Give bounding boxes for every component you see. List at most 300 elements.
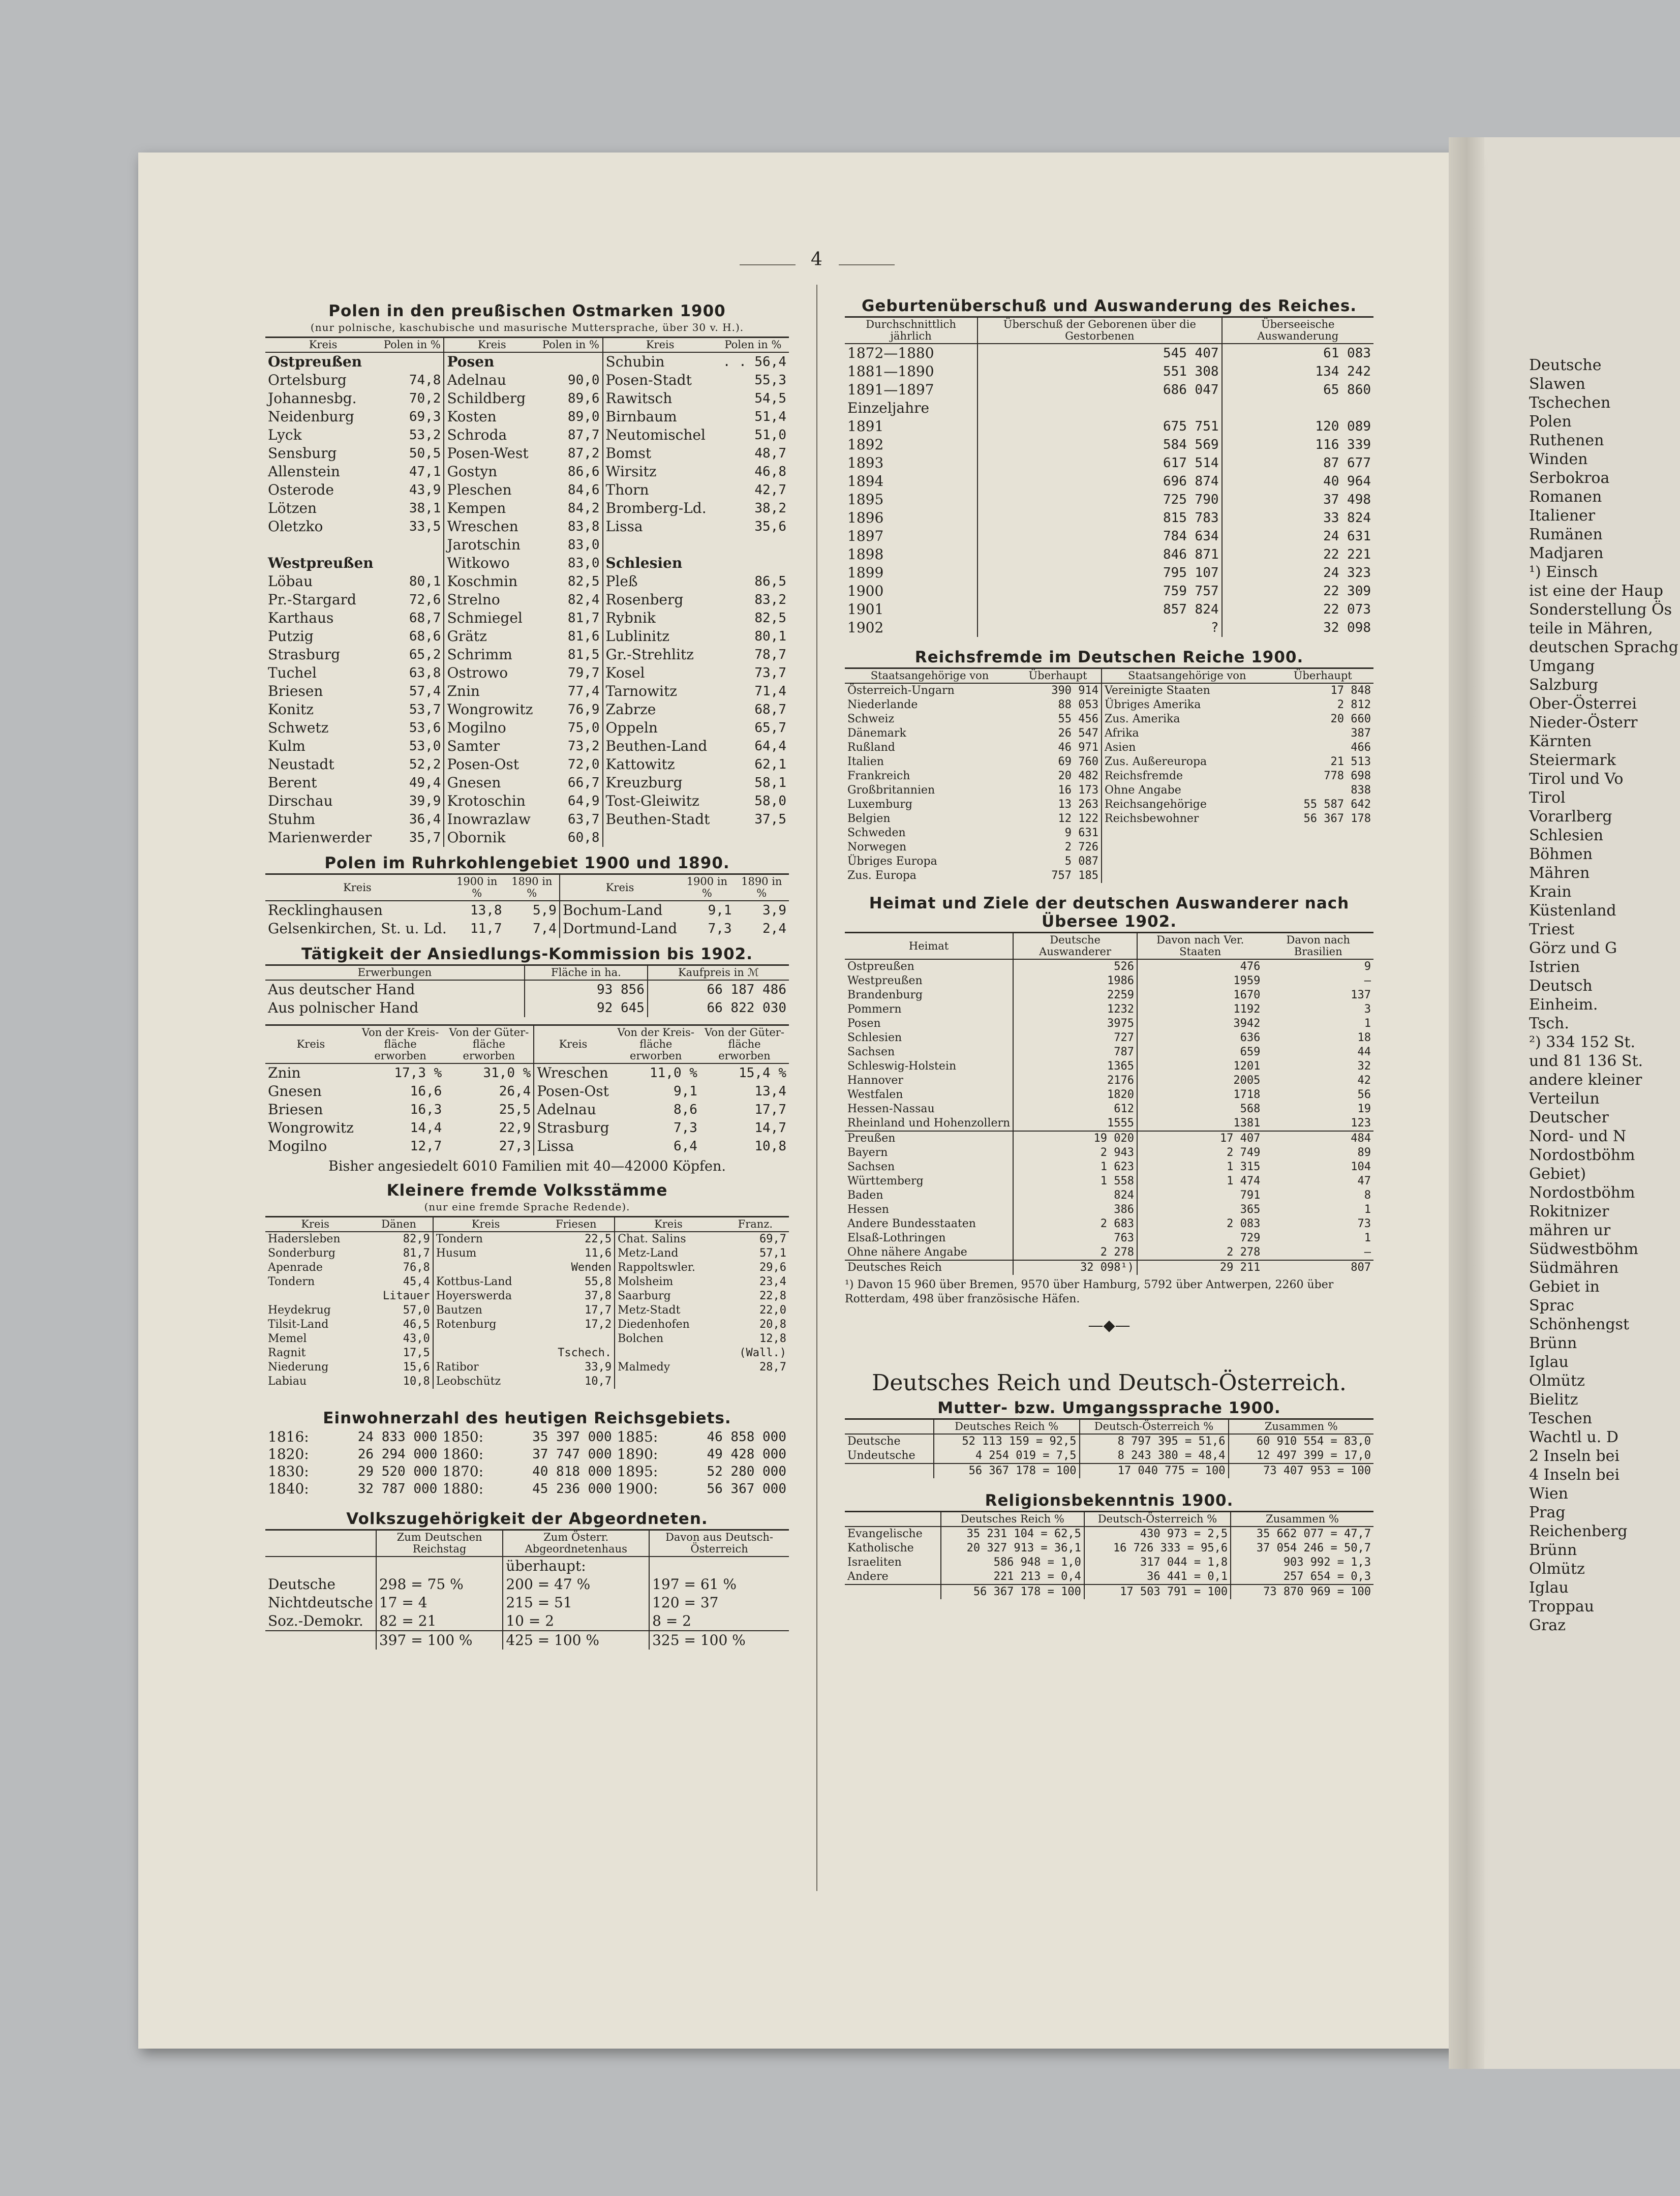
table-row bbox=[845, 798, 1373, 812]
table-cell: 7,3 bbox=[708, 921, 732, 936]
table-cell bbox=[978, 399, 1221, 417]
right-page-line: Iglau bbox=[1529, 1353, 1569, 1371]
right-page-line: Schlesien bbox=[1529, 827, 1604, 844]
table-cell: 56 bbox=[1357, 1088, 1371, 1101]
table-row bbox=[265, 719, 789, 737]
column-header: Kreis bbox=[433, 1217, 538, 1232]
table-cell: 77,4 bbox=[539, 682, 602, 700]
right-page-line: Deutsche bbox=[1529, 356, 1602, 374]
table-cell: Schubin bbox=[605, 353, 665, 370]
table-cell: 61 083 bbox=[1323, 346, 1371, 361]
right-page-line: Brünn bbox=[1529, 1541, 1577, 1559]
table-cell: 729 bbox=[1240, 1232, 1261, 1244]
table-row bbox=[265, 829, 789, 847]
table-cell: 29,6 bbox=[759, 1261, 786, 1274]
table-row bbox=[845, 545, 1373, 564]
table-cell: 53,6 bbox=[381, 719, 444, 737]
table-cell: Bomst bbox=[605, 445, 652, 462]
table-cell: 17 = 4 bbox=[376, 1594, 503, 1612]
table-row bbox=[265, 426, 789, 444]
book-gutter bbox=[1449, 137, 1484, 2069]
table-cell: 1900 bbox=[845, 582, 978, 600]
column-header: Überseeische Auswanderung bbox=[1222, 317, 1373, 344]
table-cell: 39,9 bbox=[381, 792, 444, 810]
table-cell: Afrika bbox=[1105, 727, 1139, 740]
table-cell: 33,9 bbox=[538, 1360, 615, 1375]
column-header: Polen in % bbox=[539, 338, 602, 353]
table-cell: Posen-Ost bbox=[537, 1083, 609, 1100]
table-cell: Gnesen bbox=[447, 774, 501, 791]
right-page-line: Italiener bbox=[1529, 507, 1596, 525]
table-cell: 56 367 178 bbox=[1303, 812, 1371, 825]
table-cell: 38,1 bbox=[381, 499, 444, 517]
religion-table bbox=[845, 1511, 1373, 1599]
table-cell: Norwegen bbox=[847, 841, 907, 853]
table-cell: 857 824 bbox=[978, 600, 1221, 619]
table-cell: — bbox=[1364, 1246, 1371, 1259]
table-cell: Gnesen bbox=[268, 1083, 322, 1100]
sprache-table bbox=[845, 1418, 1373, 1478]
table-cell: 46,5 bbox=[365, 1318, 433, 1332]
column-header: 1900 in % bbox=[680, 874, 734, 901]
table-cell bbox=[538, 1332, 615, 1346]
table-cell bbox=[1102, 869, 1272, 883]
table-row bbox=[845, 1260, 1373, 1275]
table-row bbox=[845, 600, 1373, 619]
table-cell: 36,4 bbox=[381, 810, 444, 829]
right-page-line: Deutscher bbox=[1529, 1109, 1609, 1126]
table-cell: 6,4 bbox=[673, 1139, 697, 1154]
left-column bbox=[265, 295, 789, 1650]
right-page-line: Istrien bbox=[1529, 958, 1580, 976]
table-cell bbox=[717, 829, 789, 847]
table-cell: 29 520 000 bbox=[357, 1464, 438, 1479]
table-row bbox=[265, 664, 789, 682]
table-row bbox=[845, 582, 1373, 600]
table-cell: Adelnau bbox=[537, 1101, 596, 1118]
table-cell: Birnbaum bbox=[605, 408, 677, 425]
column-header: Polen in % bbox=[381, 338, 444, 353]
table-cell: 70,2 bbox=[381, 389, 444, 408]
right-page-line: 4 Inseln bei bbox=[1529, 1466, 1620, 1484]
table-cell: Sachsen bbox=[845, 1045, 1013, 1059]
polen-ost-subtitle: (nur polnische, kaschubische und masurische Muttersprache, über 30 v. H.). bbox=[310, 321, 744, 333]
table-cell: 13,8 bbox=[470, 903, 502, 918]
table-cell: 526 bbox=[1013, 959, 1137, 974]
table-cell: 617 514 bbox=[978, 454, 1221, 472]
table-cell: 86,5 bbox=[754, 574, 786, 589]
table-cell: 2 278 bbox=[1013, 1245, 1137, 1260]
table-cell: 759 757 bbox=[978, 582, 1221, 600]
table-cell bbox=[1272, 840, 1373, 855]
table-cell: 38,2 bbox=[754, 501, 786, 516]
column-header: Kreis bbox=[265, 1217, 365, 1232]
right-page-line: Südwestböhm bbox=[1529, 1240, 1638, 1258]
table-cell: 2 683 bbox=[1013, 1217, 1137, 1231]
table-cell: Andere Bundesstaaten bbox=[845, 1217, 1013, 1231]
table-row bbox=[845, 988, 1373, 1002]
table-cell: 1901 bbox=[845, 600, 978, 619]
table-cell: 69 760 bbox=[1015, 755, 1102, 769]
table-cell: Zus. Europa bbox=[847, 869, 917, 882]
table-cell: 87,2 bbox=[539, 444, 602, 463]
table-row bbox=[265, 700, 789, 719]
table-cell: 1718 bbox=[1233, 1088, 1261, 1101]
table-cell: 12,7 bbox=[410, 1139, 442, 1154]
table-cell: Tondern bbox=[268, 1275, 315, 1288]
table-row bbox=[265, 920, 789, 938]
table-cell: 1896 bbox=[845, 509, 978, 527]
table-cell: 104 bbox=[1351, 1161, 1371, 1173]
table-cell: 23,4 bbox=[759, 1275, 786, 1288]
column-header: Deutsches Reich % bbox=[941, 1512, 1084, 1527]
table-cell: 2 943 bbox=[1013, 1146, 1137, 1160]
table-cell bbox=[603, 536, 717, 554]
right-page-line: Teschen bbox=[1529, 1410, 1593, 1427]
table-row bbox=[265, 1261, 789, 1275]
table-row bbox=[845, 974, 1373, 988]
table-row bbox=[845, 1131, 1373, 1146]
right-page-line: Slawen bbox=[1529, 375, 1585, 393]
table-cell bbox=[433, 1261, 538, 1275]
column-header: Davon aus Deutsch-Österreich bbox=[649, 1530, 789, 1557]
table-cell: 83,8 bbox=[539, 517, 602, 536]
column-header: Friesen bbox=[538, 1217, 615, 1232]
table-row bbox=[265, 1101, 789, 1119]
table-cell: Reichsbewohner bbox=[1105, 812, 1199, 825]
table-cell: 1885: bbox=[617, 1428, 658, 1445]
table-cell: Mogilno bbox=[268, 1138, 327, 1154]
table-row bbox=[845, 726, 1373, 741]
table-cell: Italien bbox=[847, 755, 884, 768]
table-cell: 903 992 = 1,3 bbox=[1283, 1556, 1371, 1569]
table-cell: Zabrze bbox=[605, 701, 656, 718]
heimat-footnote: ¹) Davon 15 960 über Bremen, 9570 über Hamburg, 5792 über Antwerpen, 2260 über Rotterdam, 498 über französische Häfen. bbox=[845, 1278, 1334, 1305]
table-cell: 86,6 bbox=[539, 463, 602, 481]
table-cell: 37,8 bbox=[538, 1289, 615, 1303]
table-cell: 37 498 bbox=[1323, 492, 1371, 507]
right-page-line: Deutsch bbox=[1529, 977, 1593, 995]
table-cell: 43,9 bbox=[381, 481, 444, 499]
table-cell: 83,0 bbox=[539, 554, 602, 572]
table-row bbox=[845, 959, 1373, 974]
table-cell: 10,7 bbox=[538, 1375, 615, 1389]
table-cell: Sonderburg bbox=[268, 1247, 335, 1260]
table-cell: Lissa bbox=[537, 1138, 574, 1154]
table-cell: ? bbox=[978, 619, 1221, 637]
table-cell: 33,5 bbox=[381, 517, 444, 536]
table-cell: Hannover bbox=[845, 1074, 1013, 1088]
right-page-line: Iglau bbox=[1529, 1579, 1569, 1597]
table-cell: Lissa bbox=[605, 518, 643, 535]
table-cell: 64,4 bbox=[754, 739, 786, 754]
dro-title: Deutsches Reich und Deutsch-Österreich. bbox=[872, 1370, 1347, 1396]
table-cell: 257 654 = 0,3 bbox=[1283, 1570, 1371, 1583]
table-row bbox=[845, 619, 1373, 637]
table-row bbox=[845, 1031, 1373, 1045]
table-cell: 81,7 bbox=[365, 1246, 433, 1261]
table-cell: Neutomischel bbox=[605, 426, 706, 443]
table-cell: Grätz bbox=[447, 628, 487, 645]
table-cell: Rosenberg bbox=[605, 591, 684, 608]
table-row bbox=[845, 1463, 1373, 1478]
table-cell: 82,9 bbox=[365, 1232, 433, 1246]
right-column bbox=[845, 290, 1373, 1599]
table-cell: Vereinigte Staaten bbox=[1105, 684, 1210, 697]
table-cell: 89 bbox=[1357, 1146, 1371, 1159]
table-row bbox=[265, 371, 789, 389]
column-header bbox=[845, 1512, 941, 1527]
table-cell: 1 bbox=[1364, 1232, 1371, 1244]
table-row bbox=[265, 408, 789, 426]
table-cell: Westpreußen bbox=[845, 974, 1013, 988]
table-cell: 476 bbox=[1240, 960, 1261, 973]
table-cell: Preußen bbox=[845, 1131, 1013, 1146]
table-cell: 1899 bbox=[845, 564, 978, 582]
table-cell: Übriges Amerika bbox=[1105, 698, 1201, 711]
table-cell: 8 = 2 bbox=[652, 1612, 691, 1629]
table-cell: 1830: bbox=[268, 1463, 309, 1480]
table-cell: 24 833 000 bbox=[357, 1429, 438, 1445]
column-header: Deutsche Auswanderer bbox=[1013, 933, 1137, 960]
table-row bbox=[265, 536, 789, 554]
table-cell: Westpreußen bbox=[268, 555, 374, 571]
table-cell: 10,8 bbox=[754, 1139, 786, 1154]
table-cell bbox=[722, 1375, 789, 1389]
table-cell: 55 456 bbox=[1015, 712, 1102, 726]
table-cell: Pr.-Stargard bbox=[268, 591, 356, 608]
table-cell: 60,8 bbox=[539, 829, 602, 847]
table-cell: 791 bbox=[1240, 1189, 1261, 1202]
table-cell: 2176 bbox=[1013, 1074, 1137, 1088]
table-cell: 76,8 bbox=[365, 1261, 433, 1275]
table-row bbox=[265, 1428, 789, 1446]
table-cell: 10,8 bbox=[365, 1375, 433, 1389]
right-page-line: Salzburg bbox=[1529, 676, 1598, 694]
table-cell: 846 871 bbox=[978, 545, 1221, 564]
table-row bbox=[845, 381, 1373, 399]
table-cell: Allenstein bbox=[268, 463, 340, 480]
table-cell: 5 087 bbox=[1015, 855, 1102, 869]
table-cell: Krotoschin bbox=[447, 792, 526, 809]
table-cell: 2005 bbox=[1233, 1074, 1261, 1087]
table-cell: 215 = 51 bbox=[503, 1594, 649, 1612]
table-cell: Hessen-Nassau bbox=[845, 1102, 1013, 1116]
right-page-line: Schönhengst bbox=[1529, 1316, 1630, 1333]
table-cell: 1880: bbox=[442, 1480, 484, 1497]
table-cell: 365 bbox=[1240, 1203, 1261, 1216]
table-cell: 35,7 bbox=[381, 829, 444, 847]
table-row bbox=[265, 774, 789, 792]
table-cell: 52 113 159 = 92,5 bbox=[934, 1434, 1080, 1449]
table-cell: 11,0 % bbox=[650, 1065, 697, 1081]
table-cell: 659 bbox=[1240, 1046, 1261, 1058]
column-header: Von der Kreis-fläche erworben bbox=[612, 1025, 700, 1064]
table-cell: 1898 bbox=[845, 545, 978, 564]
table-cell: Deutsches Reich bbox=[845, 1260, 1013, 1275]
table-cell: 84,6 bbox=[539, 481, 602, 499]
table-cell: 696 874 bbox=[978, 472, 1221, 491]
table-cell: 1986 bbox=[1013, 974, 1137, 988]
table-cell: 787 bbox=[1013, 1045, 1137, 1059]
table-cell: Sensburg bbox=[268, 445, 337, 462]
table-row bbox=[845, 1527, 1373, 1541]
table-cell: 1820 bbox=[1013, 1088, 1137, 1102]
table-cell: Reichsfremde bbox=[1105, 770, 1183, 782]
table-cell: 14,4 bbox=[410, 1120, 442, 1136]
table-row bbox=[845, 1102, 1373, 1116]
table-cell: Tost-Gleiwitz bbox=[605, 792, 699, 809]
table-row bbox=[845, 1231, 1373, 1245]
table-cell: Neidenburg bbox=[268, 408, 354, 425]
table-cell: 1895: bbox=[617, 1463, 658, 1480]
table-row bbox=[265, 1318, 789, 1332]
table-cell: 9,1 bbox=[708, 903, 732, 918]
table-row bbox=[265, 554, 789, 572]
table-cell: Kosten bbox=[447, 408, 497, 425]
table-row bbox=[845, 1570, 1373, 1584]
table-cell: 5,9 bbox=[505, 901, 560, 920]
table-cell: Schroda bbox=[447, 426, 507, 443]
right-page-line: Nieder-Österr bbox=[1529, 714, 1638, 731]
table-row bbox=[845, 1146, 1373, 1160]
table-cell: 36 441 = 0,1 bbox=[1084, 1570, 1231, 1584]
table-row bbox=[845, 840, 1373, 855]
table-cell: 92 645 bbox=[525, 999, 648, 1017]
table-cell: 1381 bbox=[1233, 1117, 1261, 1130]
table-cell: Kosel bbox=[605, 664, 645, 681]
right-page-line: andere kleiner bbox=[1529, 1071, 1642, 1089]
table-cell: 1232 bbox=[1013, 1002, 1137, 1017]
abgeordnete-title: Volkszugehörigkeit der Abgeordneten. bbox=[346, 1510, 708, 1528]
right-page-line: Winden bbox=[1529, 450, 1588, 468]
table-row bbox=[265, 572, 789, 591]
table-cell: 46,8 bbox=[754, 464, 786, 479]
table-cell: 298 = 75 % bbox=[376, 1575, 503, 1594]
table-cell: Hessen bbox=[845, 1203, 1013, 1217]
ornament: —◆— bbox=[1088, 1317, 1131, 1334]
right-page-line: Tirol bbox=[1529, 789, 1566, 807]
table-cell: 795 107 bbox=[978, 564, 1221, 582]
table-cell: 10 = 2 bbox=[503, 1612, 649, 1631]
table-cell: 675 751 bbox=[978, 417, 1221, 436]
table-cell: Luxemburg bbox=[847, 798, 912, 811]
table-cell: Schweiz bbox=[847, 713, 895, 725]
table-cell: 16,3 bbox=[410, 1102, 442, 1117]
column-header: Überhaupt bbox=[1015, 668, 1102, 684]
column-header: Von der Kreis-fläche erworben bbox=[356, 1025, 444, 1064]
table-cell: 1891 bbox=[845, 417, 978, 436]
table-cell: 72,6 bbox=[381, 591, 444, 609]
table-row bbox=[845, 1017, 1373, 1031]
table-cell: 134 242 bbox=[1315, 364, 1371, 379]
column-header: Von der Güter-fläche erworben bbox=[444, 1025, 534, 1064]
table-cell: Wreschen bbox=[537, 1064, 608, 1081]
right-page-line: Gebiet) bbox=[1529, 1165, 1586, 1183]
table-cell: Elsaß-Lothringen bbox=[845, 1231, 1013, 1245]
table-row bbox=[845, 436, 1373, 454]
right-page-line: Umgang bbox=[1529, 657, 1595, 675]
table-row bbox=[265, 517, 789, 536]
right-page-line: Böhmen bbox=[1529, 845, 1593, 863]
table-cell: 58,1 bbox=[754, 775, 786, 790]
table-cell: Baden bbox=[845, 1188, 1013, 1203]
table-row bbox=[845, 1449, 1373, 1463]
table-cell: 89,6 bbox=[539, 389, 602, 408]
table-row bbox=[845, 1584, 1373, 1599]
table-cell: Belgien bbox=[847, 812, 891, 825]
column-header: Kreis bbox=[560, 874, 680, 901]
table-row bbox=[265, 1137, 789, 1155]
table-cell: 28,7 bbox=[759, 1361, 786, 1374]
table-row bbox=[845, 1174, 1373, 1188]
table-cell bbox=[1102, 855, 1272, 869]
table-cell: Leobschütz bbox=[436, 1375, 501, 1388]
table-cell bbox=[615, 1346, 722, 1360]
table-cell: Ostrowo bbox=[447, 664, 508, 681]
column-header: Kreis bbox=[265, 1025, 356, 1064]
table-cell: 22 221 bbox=[1323, 547, 1371, 562]
table-cell: 807 bbox=[1263, 1260, 1373, 1275]
table-cell: Mogilno bbox=[447, 719, 506, 736]
table-cell: . . 56,4 bbox=[722, 354, 786, 370]
table-cell: Übriges Europa bbox=[847, 855, 937, 868]
table-cell: 1 558 bbox=[1013, 1174, 1137, 1188]
table-cell: 8 bbox=[1364, 1189, 1371, 1202]
table-cell bbox=[265, 1631, 376, 1650]
table-row bbox=[265, 980, 789, 999]
column-header: Kreis bbox=[534, 1025, 612, 1064]
table-cell: 46 971 bbox=[1015, 741, 1102, 755]
table-cell: Frankreich bbox=[847, 770, 910, 782]
table-row bbox=[265, 481, 789, 499]
table-cell: 22 309 bbox=[1323, 584, 1371, 599]
table-cell: 584 569 bbox=[978, 436, 1221, 454]
table-cell: 45 236 000 bbox=[532, 1481, 612, 1497]
table-cell: Znin bbox=[268, 1064, 301, 1081]
table-cell: Marienwerder bbox=[268, 829, 372, 846]
geburten-table bbox=[845, 316, 1373, 637]
column-header: Fläche in ha. bbox=[525, 965, 648, 981]
table-cell: 17,3 % bbox=[394, 1065, 442, 1081]
table-cell: 1 bbox=[1364, 1017, 1371, 1030]
table-row bbox=[845, 527, 1373, 545]
table-cell: Konitz bbox=[268, 701, 314, 718]
table-cell: 17 848 bbox=[1330, 684, 1371, 697]
table-cell: Dortmund-Land bbox=[562, 920, 678, 937]
page-number-rule-right bbox=[839, 264, 895, 265]
table-row bbox=[265, 1082, 789, 1101]
table-cell: 48,7 bbox=[754, 446, 786, 461]
table-row bbox=[845, 683, 1373, 698]
table-row bbox=[265, 499, 789, 517]
table-cell: Rußland bbox=[847, 741, 895, 754]
table-cell: Wongrowitz bbox=[447, 701, 533, 718]
table-cell: Oletzko bbox=[268, 518, 323, 535]
table-cell: 42,7 bbox=[754, 482, 786, 498]
table-cell: 1850: bbox=[442, 1428, 484, 1445]
table-cell: Posen-West bbox=[447, 445, 529, 462]
table-cell: Kreuzburg bbox=[605, 774, 683, 791]
table-cell: 73,7 bbox=[754, 665, 786, 681]
table-cell: 37,5 bbox=[754, 812, 786, 827]
table-cell: Gelsenkirchen, St. u. Ld. bbox=[268, 920, 447, 937]
table-cell: Großbritannien bbox=[847, 784, 935, 797]
right-page-line: Nordostböhm bbox=[1529, 1146, 1635, 1164]
table-cell: 83,0 bbox=[539, 536, 602, 554]
table-row bbox=[845, 1203, 1373, 1217]
table-cell: 44 bbox=[1357, 1046, 1371, 1058]
